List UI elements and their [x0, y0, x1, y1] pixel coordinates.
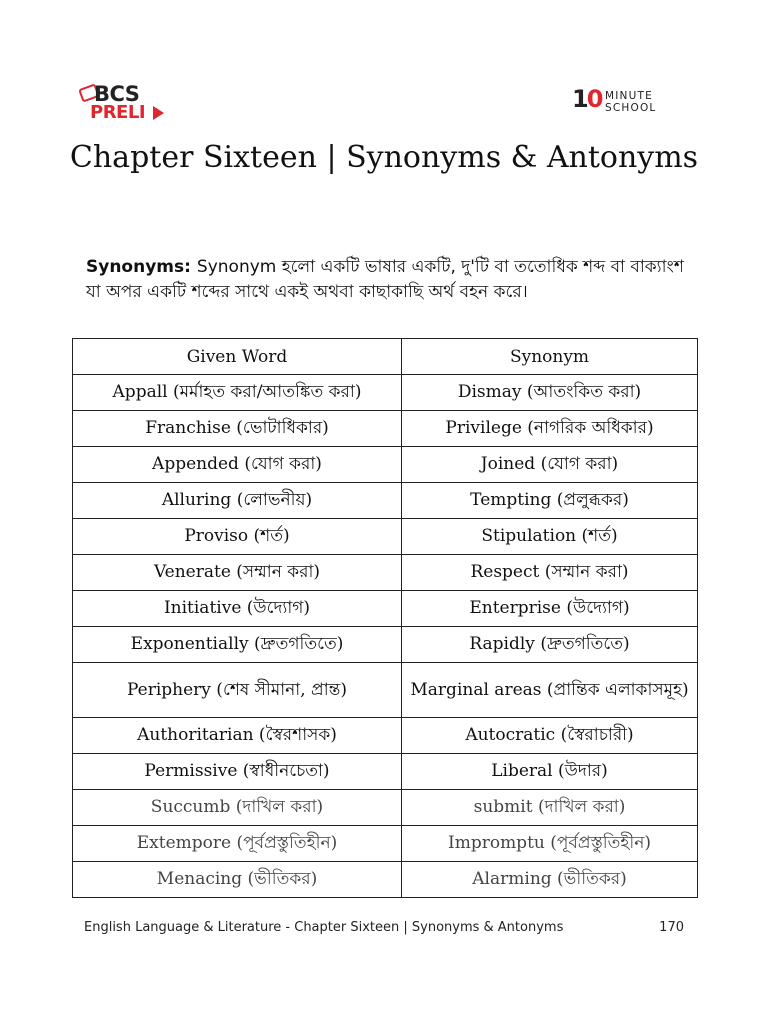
- logo-text-minute: MINUTE: [605, 90, 653, 102]
- given-word-cell: Menacing (ভীতিকর): [73, 862, 402, 898]
- synonym-cell: Enterprise (উদ্যোগ): [402, 591, 698, 627]
- given-word-cell: Permissive (স্বাধীনচেতা): [73, 754, 402, 790]
- synonym-cell: Rapidly (দ্রুতগতিতে): [402, 627, 698, 663]
- table-row: [73, 411, 698, 447]
- synonym-cell: Respect (সম্মান করা): [402, 555, 698, 591]
- synonym-cell: Impromptu (পূর্বপ্রস্তুতিহীন): [402, 826, 698, 862]
- synonym-table: [72, 338, 698, 898]
- logo-text-bcs: BCS: [94, 82, 140, 106]
- given-word-cell: Alluring (লোভনীয়): [73, 483, 402, 519]
- table-row: [73, 447, 698, 483]
- synonym-cell: submit (দাখিল করা): [402, 790, 698, 826]
- table-row: [73, 718, 698, 754]
- chapter-title: Chapter Sixteen | Synonyms & Antonyms: [69, 140, 699, 175]
- given-word-cell: Initiative (উদ্যোগ): [73, 591, 402, 627]
- given-word-cell: Venerate (সম্মান করা): [73, 555, 402, 591]
- table-row: [73, 591, 698, 627]
- synonym-cell: Tempting (প্রলুব্ধকর): [402, 483, 698, 519]
- table-header-row: [73, 339, 698, 375]
- intro-label: Synonyms:: [86, 257, 191, 277]
- bcs-preli-logo: [80, 80, 175, 126]
- table-row: [73, 519, 698, 555]
- given-word-cell: Appended (যোগ করা): [73, 447, 402, 483]
- header-synonym: Synonym: [402, 339, 698, 375]
- footer-text: English Language & Literature - Chapter Sixteen | Synonyms & Antonyms: [84, 920, 564, 935]
- synonym-cell: Dismay (আতংকিত করা): [402, 375, 698, 411]
- given-word-cell: Succumb (দাখিল করা): [73, 790, 402, 826]
- 10-minute-school-logo: [572, 85, 682, 118]
- intro-paragraph: [86, 255, 686, 305]
- synonym-cell: Stipulation (শর্ত): [402, 519, 698, 555]
- given-word-cell: Proviso (শর্ত): [73, 519, 402, 555]
- synonym-cell: Alarming (ভীতিকর): [402, 862, 698, 898]
- given-word-cell: Extempore (পূর্বপ্রস্তুতিহীন): [73, 826, 402, 862]
- logo-text-school: SCHOOL: [605, 102, 657, 114]
- table-row: [73, 826, 698, 862]
- intro-text: Synonym হলো একটি ভাষার একটি, দু'টি বা ততোধিক শব্দ বা বাক্যাংশ যা অপর একটি শব্দের সাথে একই অথবা কাছাকাছি অর্থ বহন করে।: [86, 257, 684, 302]
- synonym-cell: Privilege (নাগরিক অধিকার): [402, 411, 698, 447]
- table-row: [73, 555, 698, 591]
- synonym-cell: Marginal areas (প্রান্তিক এলাকাসমূহ): [402, 663, 698, 718]
- synonym-cell: Joined (যোগ করা): [402, 447, 698, 483]
- given-word-cell: Franchise (ভোটাধিকার): [73, 411, 402, 447]
- table-row: [73, 862, 698, 898]
- page-footer: [84, 920, 684, 935]
- table-row: [73, 754, 698, 790]
- synonym-cell: Liberal (উদার): [402, 754, 698, 790]
- logo-text-preli: PRELI: [90, 102, 146, 123]
- table-row: [73, 375, 698, 411]
- table-row: [73, 627, 698, 663]
- table-row: [73, 663, 698, 718]
- synonym-cell: Autocratic (স্বৈরাচারী): [402, 718, 698, 754]
- given-word-cell: Periphery (শেষ সীমানা, প্রান্ত): [73, 663, 402, 718]
- logo-number: 10: [572, 85, 602, 113]
- page-number: 170: [659, 920, 684, 935]
- table-row: [73, 790, 698, 826]
- given-word-cell: Authoritarian (স্বৈরশাসক): [73, 718, 402, 754]
- header-given-word: Given Word: [73, 339, 402, 375]
- given-word-cell: Appall (মর্মাহত করা/আতঙ্কিত করা): [73, 375, 402, 411]
- play-icon: [153, 106, 164, 120]
- given-word-cell: Exponentially (দ্রুতগতিতে): [73, 627, 402, 663]
- table-row: [73, 483, 698, 519]
